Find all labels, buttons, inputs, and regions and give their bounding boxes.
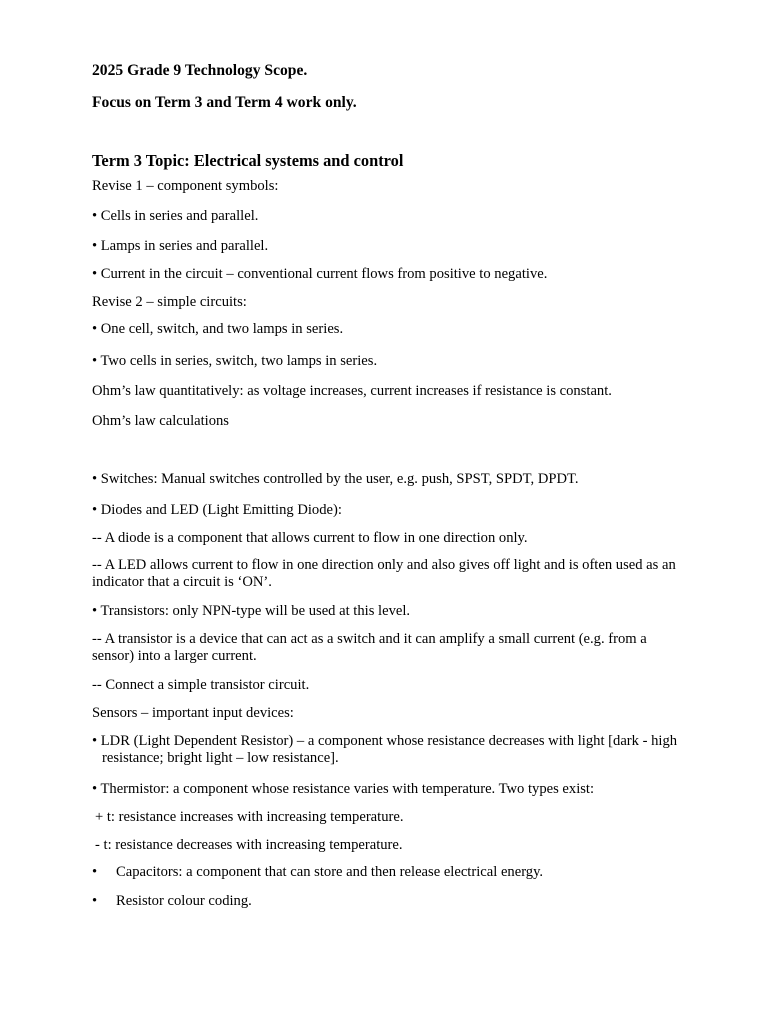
led-description: -- A LED allows current to flow in one direction only and also gives off light and is often used as an indicator that a circuit is ‘ON’. bbox=[92, 557, 676, 590]
thermistor-item: • Thermistor: a component whose resistance varies with temperature. Two types exist: bbox=[92, 781, 595, 797]
capacitors-item bbox=[92, 864, 543, 881]
transistor-description: -- A transistor is a device that can act as a switch and it can amplify a small current (e.g. from a sensor) into a larger current. bbox=[92, 631, 647, 664]
ohms-law-quantitative: Ohm’s law quantitatively: as voltage increases, current increases if resistance is constant. bbox=[92, 383, 612, 399]
resistor-coding-item bbox=[92, 893, 252, 910]
positive-t-item: + t: resistance increases with increasing temperature. bbox=[95, 809, 404, 825]
capacitors-text: Capacitors: a component that can store and then release electrical energy. bbox=[116, 864, 544, 880]
list-item: • One cell, switch, and two lamps in series. bbox=[92, 321, 344, 337]
negative-t-item: - t: resistance decreases with increasing temperature. bbox=[95, 837, 403, 853]
resistor-coding-text: Resistor colour coding. bbox=[116, 893, 252, 909]
diodes-heading: • Diodes and LED (Light Emitting Diode): bbox=[92, 502, 342, 518]
revise1-heading: Revise 1 – component symbols: bbox=[92, 178, 279, 194]
list-item: • Lamps in series and parallel. bbox=[92, 238, 269, 254]
ldr-item: • LDR (Light Dependent Resistor) – a component whose resistance decreases with light [dark - high resistance; bright light – low resistance]. bbox=[92, 733, 678, 766]
diode-description: -- A diode is a component that allows current to flow in one direction only. bbox=[92, 530, 528, 546]
list-item: • Cells in series and parallel. bbox=[92, 208, 259, 224]
transistor-circuit-item: -- Connect a simple transistor circuit. bbox=[92, 677, 310, 693]
list-item: • Current in the circuit – conventional current flows from positive to negative. bbox=[92, 266, 548, 282]
transistors-heading: • Transistors: only NPN-type will be used at this level. bbox=[92, 603, 411, 619]
list-item: • Two cells in series, switch, two lamps in series. bbox=[92, 353, 378, 369]
bullet-glyph: • bbox=[92, 893, 98, 909]
term3-heading: Term 3 Topic: Electrical systems and control bbox=[92, 151, 404, 170]
revise2-heading: Revise 2 – simple circuits: bbox=[92, 294, 247, 310]
switches-item: • Switches: Manual switches controlled by the user, e.g. push, SPST, SPDT, DPDT. bbox=[92, 471, 579, 487]
ohms-law-calculations: Ohm’s law calculations bbox=[92, 413, 229, 429]
sensors-heading: Sensors – important input devices: bbox=[92, 705, 294, 721]
document-subtitle: Focus on Term 3 and Term 4 work only. bbox=[92, 94, 357, 111]
bullet-glyph: • bbox=[92, 864, 98, 880]
document-title: 2025 Grade 9 Technology Scope. bbox=[92, 62, 308, 79]
